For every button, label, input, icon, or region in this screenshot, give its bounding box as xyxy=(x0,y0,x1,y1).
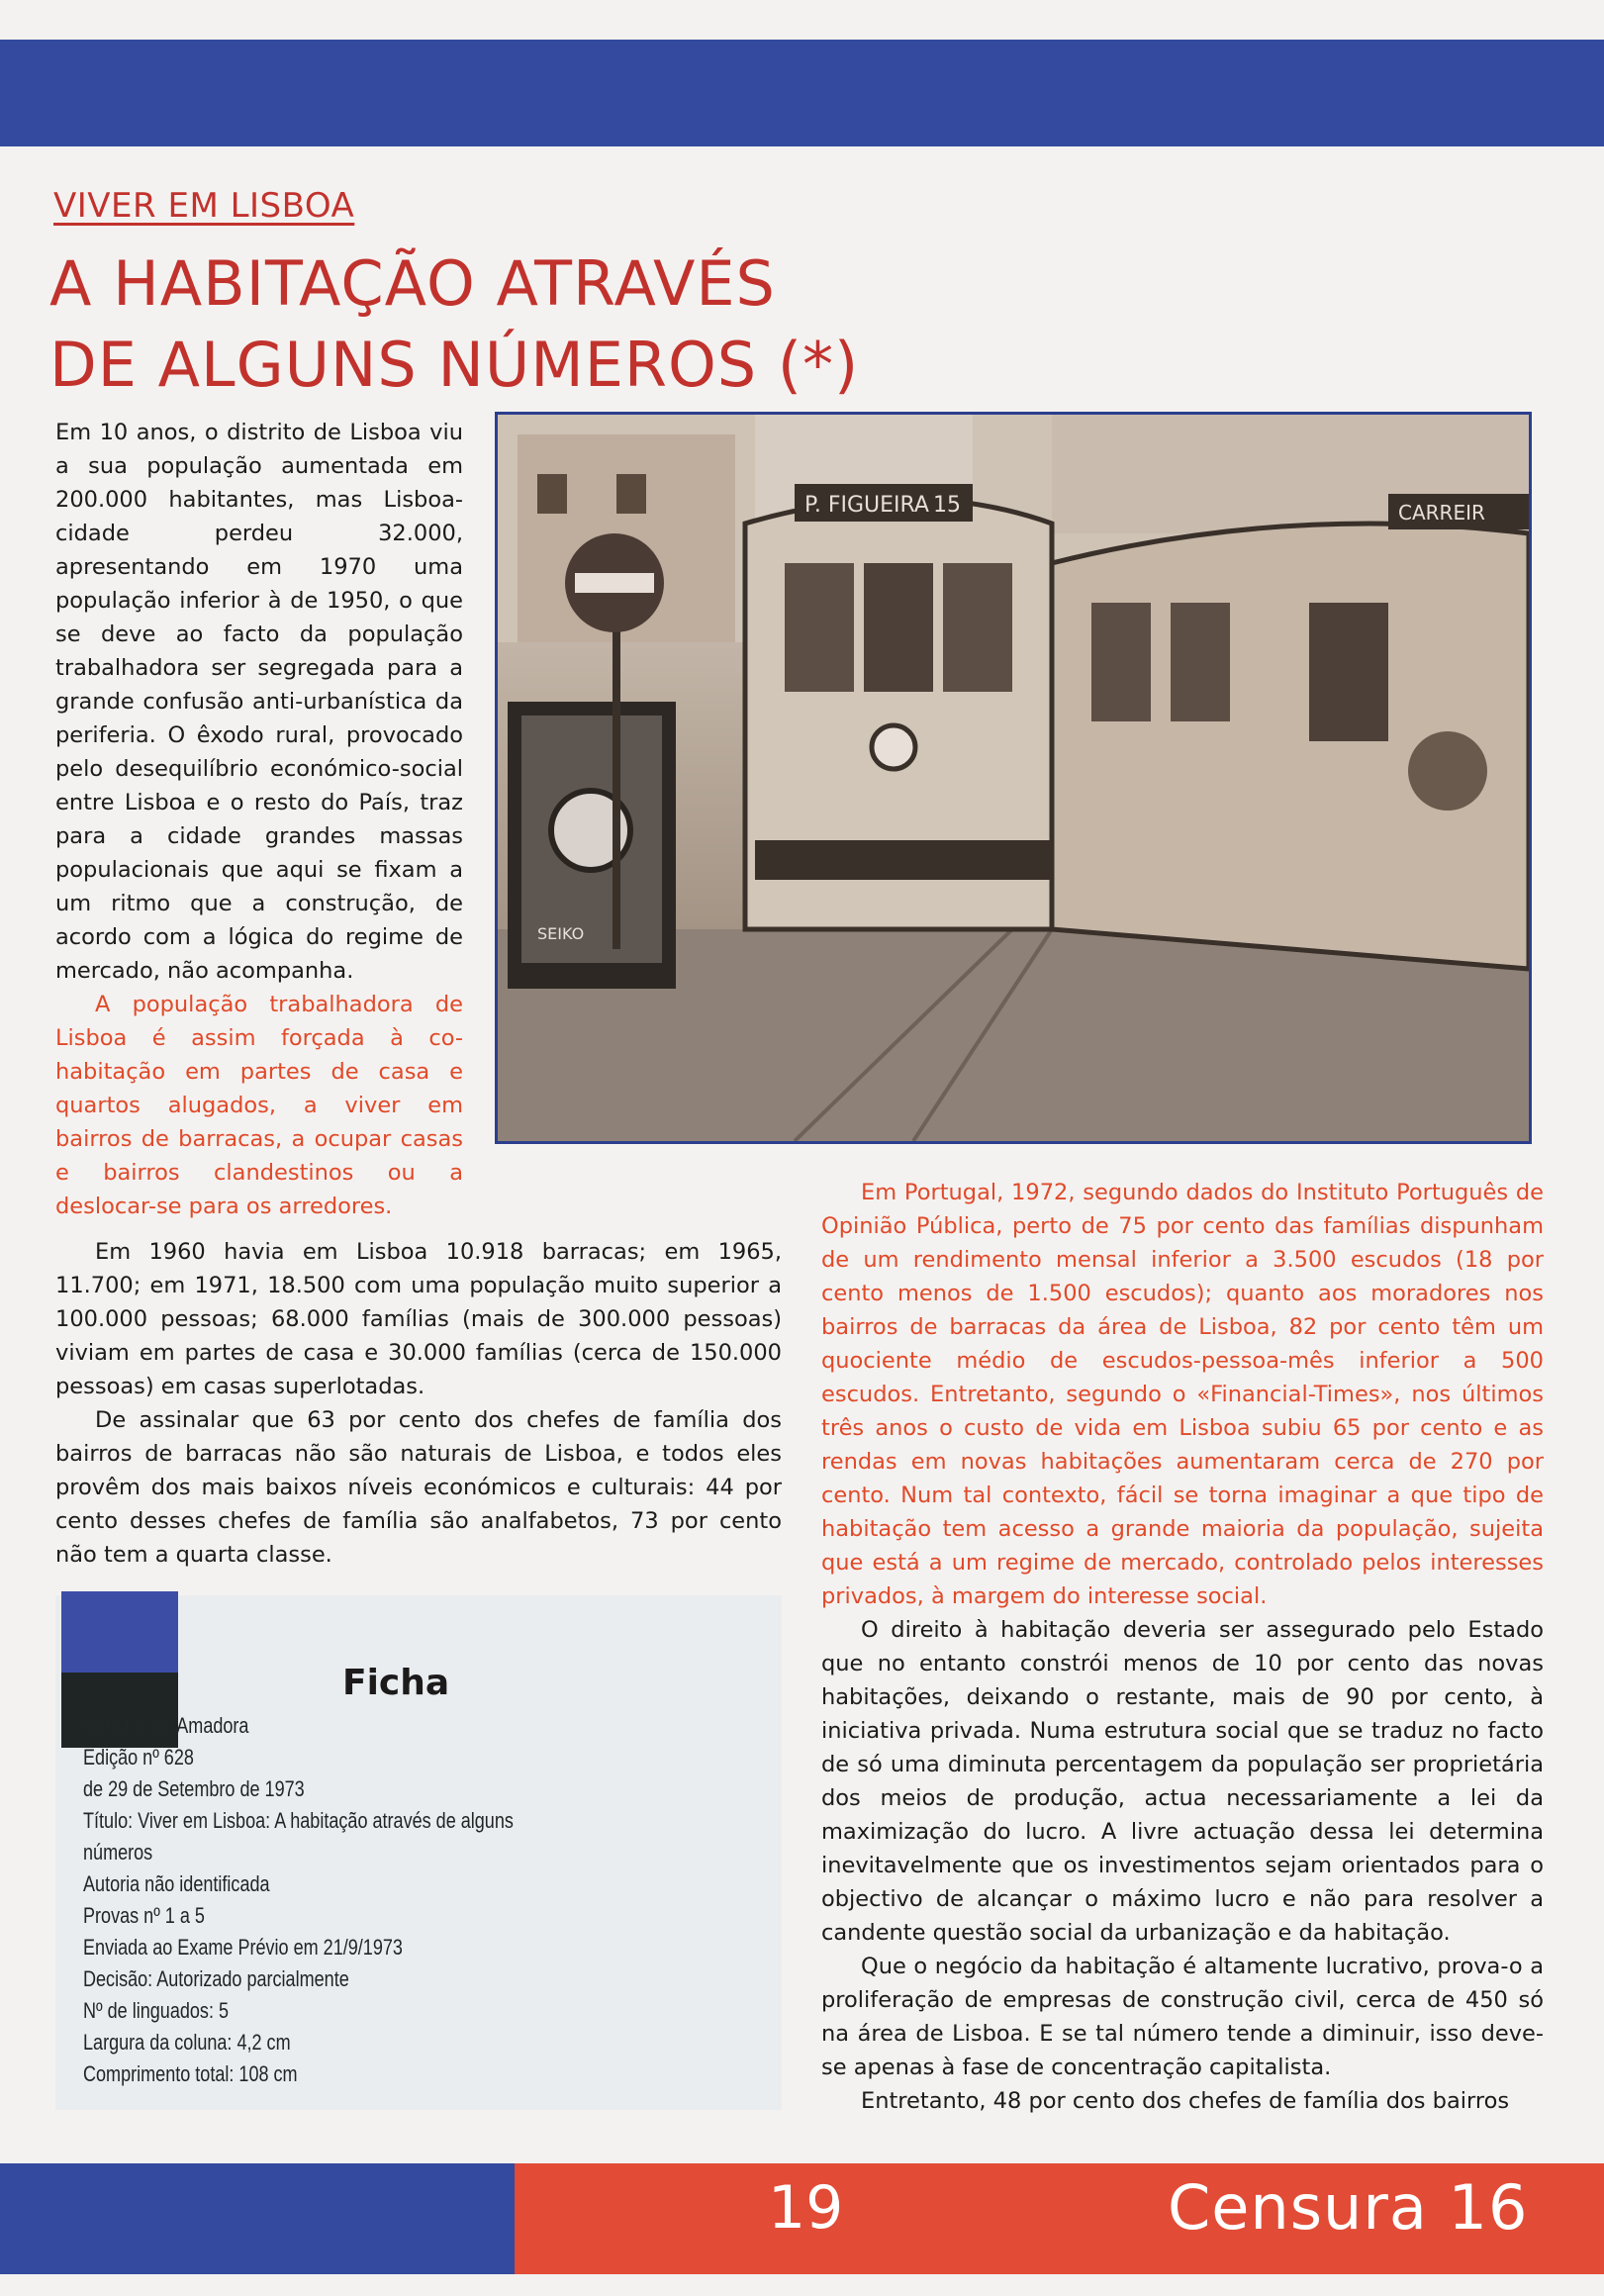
paragraph: Que o negócio da habitação é altamente lucrativo, prova-o a proliferação de empresas de construção civil, cerca de 450 só na área de Lisboa. E se tal número tende a diminuir, isso deve-se apenas à fase de concentração capitalista. xyxy=(821,1954,1544,2080)
paragraph: O direito à habitação deveria ser assegurado pelo Estado que no entanto constrói menos de 10 por cento das novas habitações, deixando o restante, mais de 90 por cento, à iniciativa privada. Numa estrutura social que se traduz no facto de só uma diminuta percentagem da população ser proprietária dos meios de produção, actua necessariamente a lei da maximização do lucro. A livre actuação dessa lei determina inevitavelmente que os investimentos sejam orientados para o objectivo de alcançar o máximo lucro e não para resolver a candente questão social da urbanização e da habitação. xyxy=(821,1617,1544,1946)
ficha-line: Provas nº 1 a 5 xyxy=(83,1903,205,1928)
paragraph: De assinalar que 63 por cento dos chefes de família dos bairros de barracas não são naturais de Lisboa, e todos eles provêm dos mais baixos níveis económicos e culturais: 44 por cento desses chefes de família são analfabetos, 73 por cento não tem a quarta classe. xyxy=(55,1407,782,1568)
ficha-details xyxy=(83,1710,651,2090)
title-line-1: A HABITAÇÃO ATRAVÉS xyxy=(49,247,776,320)
ficha-line: Nº de linguados: 5 xyxy=(83,1998,229,2023)
ficha-line: Decisão: Autorizado parcialmente xyxy=(83,1966,349,1991)
ficha-line: Largura da coluna: 4,2 cm xyxy=(83,2030,291,2055)
paragraph: Em 10 anos, o distrito de Lisboa viu a sua população aumentada em 200.000 habitantes, mas Lisboa-cidade perdeu 32.000, apresentando em 1970 uma população inferior à de 1950, o que se deve ao facto da população trabalhadora ser segregada para a grande confusão anti-urbanística da periferia. O êxodo rural, provocado pelo desequilíbrio económico-social entre Lisboa e o resto do País, traz para a cidade grandes massas populacionais que aqui se fixam a um ritmo que a construção, de acordo com a lógica do regime de mercado, não acompanha. xyxy=(55,420,463,984)
ficha-line: Enviada ao Exame Prévio em 21/9/1973 xyxy=(83,1935,403,1960)
ficha-line: Edição nº 628 xyxy=(83,1745,194,1770)
ficha-line: Notícias da Amadora xyxy=(83,1713,249,1738)
ficha-line: Título: Viver em Lisboa: A habitação através de alguns xyxy=(83,1808,514,1833)
second-tram-window xyxy=(1309,603,1388,741)
second-tram-window xyxy=(1091,603,1151,721)
tram-window xyxy=(785,563,854,692)
highlight-paragraph: A população trabalhadora de Lisboa é assim forçada à co-habitação em partes de casa e quartos alugados, a viver em bairros de barracas, a ocupar casas e bairros clandestinos ou a deslocar-se para os arredores. xyxy=(55,992,463,1219)
ad-brand-text: SEIKO xyxy=(537,924,585,943)
ficha-line: Comprimento total: 108 cm xyxy=(83,2061,298,2086)
tram-number-text: 15 xyxy=(933,493,961,518)
top-color-band xyxy=(0,40,1604,146)
second-tram-window xyxy=(1171,603,1230,721)
paragraph: Entretanto, 48 por cento dos chefes de família dos bairros xyxy=(861,2088,1510,2114)
ficha-line: números xyxy=(83,1840,153,1865)
tram-photo xyxy=(495,412,1532,1144)
ficha-line: Autoria não identificada xyxy=(83,1871,270,1896)
tram-window xyxy=(943,563,1012,692)
left-column-middle xyxy=(55,1235,782,1572)
tram-illustration xyxy=(498,415,1529,1141)
page-number: 19 xyxy=(768,2173,844,2243)
beer-ad-icon xyxy=(1408,731,1487,811)
section-label: VIVER EM LISBOA xyxy=(53,186,355,226)
ficha-title: Ficha xyxy=(342,1663,450,1703)
highlight-paragraph: Em Portugal, 1972, segundo dados do Instituto Português de Opinião Pública, perto de 75 por cento das famílias dispunham de um rendimento mensal inferior a 3.500 escudos (18 por cento menos de 1.500 escudos); quanto aos moradores nos bairros de barracas da área de Lisboa, 82 por cento têm um quociente médio de escudos-pessoa-mês inferior a 500 escudos. Entretanto, segundo o «Financial-Times», nos últimos três anos o custo de vida em Lisboa subiu 65 por cento e as rendas em novas habitações aumentaram cerca de 270 por cento. Num tal contexto, fácil se torna imaginar a que tipo de habitação tem acesso a grande maioria da população, sujeita que está a um regime de mercado, controlado pelos interesses privados, à margem do interesse social. xyxy=(821,1180,1544,1609)
tram-headlight xyxy=(872,725,915,769)
tram-destination-text: P. FIGUEIRA xyxy=(804,493,929,518)
second-tram-sign-text: CARREIR xyxy=(1398,501,1485,525)
right-column xyxy=(821,1176,1544,2118)
ficha-tab-blue xyxy=(61,1591,178,1673)
article-title xyxy=(49,243,1138,406)
building-window xyxy=(537,474,567,514)
left-column-top xyxy=(55,416,463,1223)
publication-brand: Censura 16 xyxy=(1168,2171,1529,2244)
footer-band-blue xyxy=(0,2163,515,2274)
tram-window xyxy=(864,563,933,692)
title-line-2: DE ALGUNS NÚMEROS (*) xyxy=(49,329,860,401)
paragraph: Em 1960 havia em Lisboa 10.918 barracas; em 1965, 11.700; em 1971, 18.500 com uma população muito superior a 100.000 pessoas; 68.000 famílias (mais de 300.000 pessoas) viviam em partes de casa e 30.000 famílias (cerca de 150.000 pessoas) em casas superlotadas. xyxy=(55,1239,782,1399)
ficha-line: de 29 de Setembro de 1973 xyxy=(83,1776,305,1801)
no-entry-bar xyxy=(575,573,654,593)
building-window xyxy=(616,474,646,514)
tram-bumper xyxy=(755,840,1052,880)
